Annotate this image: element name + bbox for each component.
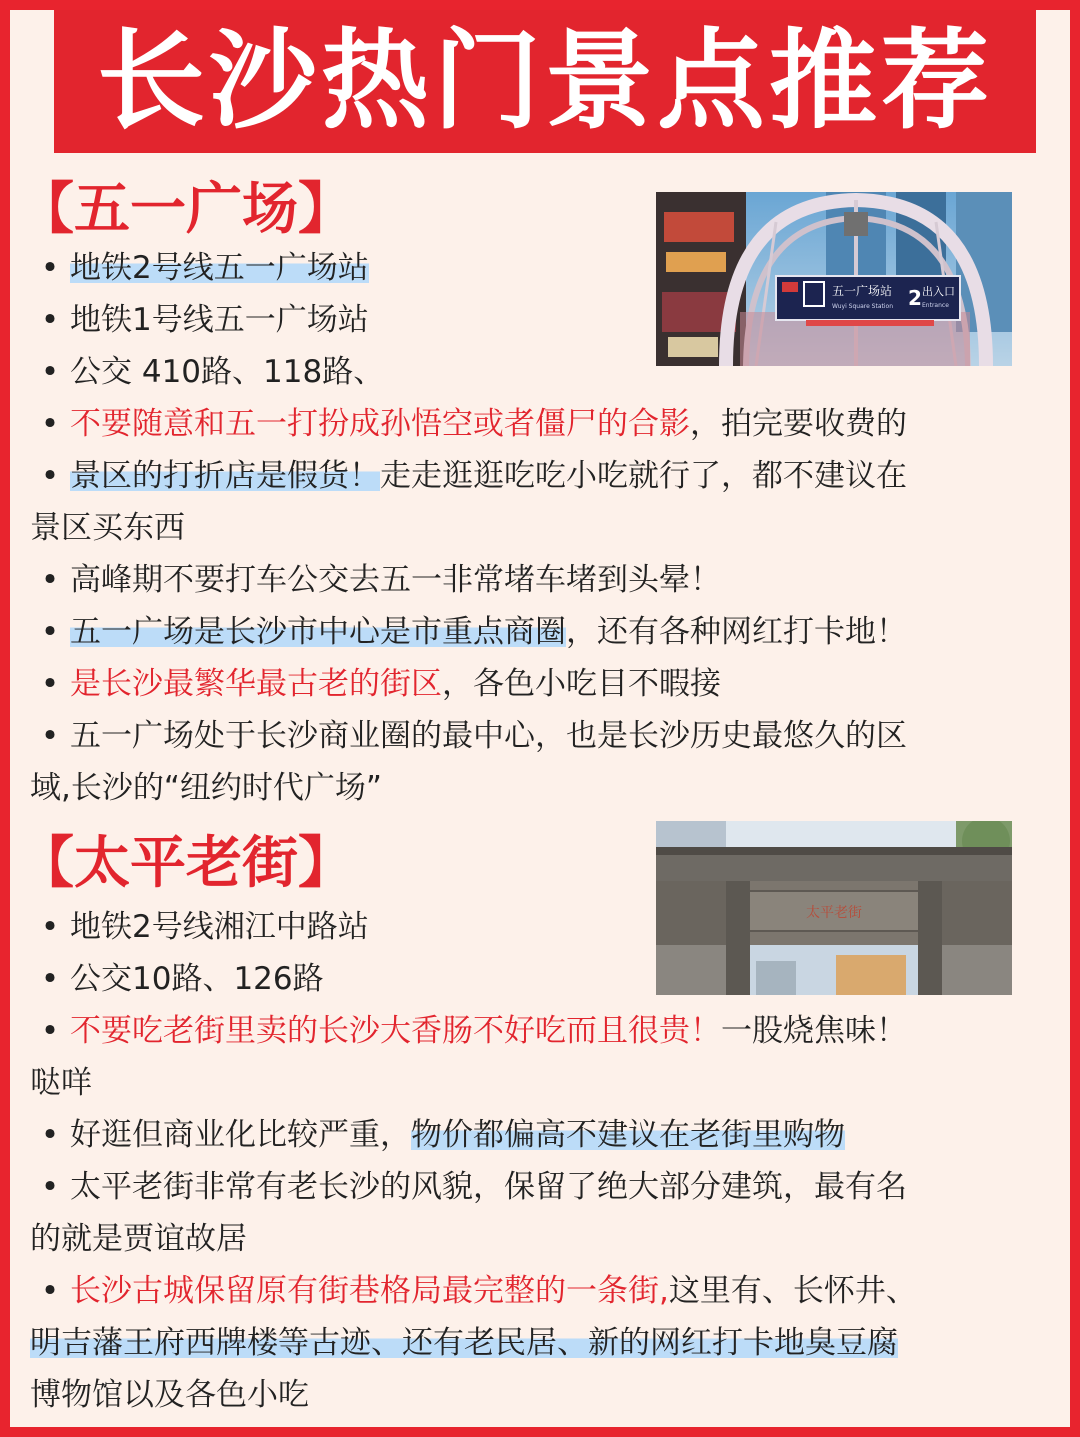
sign-station-name: 五一广场站 [832,284,893,298]
list-item-continued: 景区买东西 [30,510,185,546]
list-item: • 公交10路、126路 [40,961,324,997]
title-banner [54,10,1036,153]
sign-exit-number: 2 [908,286,922,310]
list-item: • 高峰期不要打车公交去五一非常堵车堵到头晕！ [40,562,721,598]
page-title: 长沙热门景点推荐 [96,18,993,144]
section-heading-taiping: 【太平老街】 [18,831,354,896]
list-item: • 太平老街非常有老长沙的风貌，保留了绝大部分建筑，最有名 [40,1169,907,1205]
list-item-continued: 明吉藩王府西牌楼等古迹、还有老民居、新的网红打卡地臭豆腐 [30,1325,898,1361]
list-item: • 是长沙最繁华最古老的街区，各色小吃目不暇接 [40,666,721,702]
list-item: • 地铁2号线五一广场站 [40,250,369,286]
list-item: • 长沙古城保留原有街巷格局最完整的一条街,这里有、长怀井、 [40,1273,917,1309]
list-item: • 五一广场处于长沙商业圈的最中心，也是长沙历史最悠久的区 [40,718,907,754]
list-item-continued: 博物馆以及各色小吃 [30,1377,309,1413]
list-item-continued: 域,长沙的“纽约时代广场” [30,770,382,806]
sign-exit-en: Entrance [922,302,949,309]
memorial-archway-image [656,821,1012,995]
taiping-gate-photo [656,821,1012,995]
list-item-continued: 的就是贾谊故居 [30,1221,247,1257]
list-item-continued: 哒咩 [30,1065,92,1101]
list-item: • 地铁2号线湘江中路站 [40,909,369,945]
list-item: • 不要吃老街里卖的长沙大香肠不好吃而且很贵！一股烧焦味！ [40,1013,907,1049]
section-heading-wuyi: 【五一广场】 [18,177,354,242]
list-item: • 不要随意和五一打扮成孙悟空或者僵尸的合影，拍完要收费的 [40,406,907,442]
sign-station-en: Wuyi Square Station [832,303,894,310]
station-entrance-image [656,192,1012,366]
list-item: • 地铁1号线五一广场站 [40,302,369,338]
sign-exit: 出入口 [922,285,955,298]
list-item: • 公交 410路、118路、 [40,354,385,390]
plaque-text: 太平老街 [806,905,862,921]
list-item: • 五一广场是长沙市中心是市重点商圈，还有各种网红打卡地！ [40,614,907,650]
list-item: • 景区的打折店是假货！走走逛逛吃吃小吃就行了，都不建议在 [40,458,907,494]
list-item: • 好逛但商业化比较严重，物价都偏高不建议在老街里购物 [40,1117,845,1153]
poster [10,10,1070,1427]
wuyi-station-photo [656,192,1012,366]
